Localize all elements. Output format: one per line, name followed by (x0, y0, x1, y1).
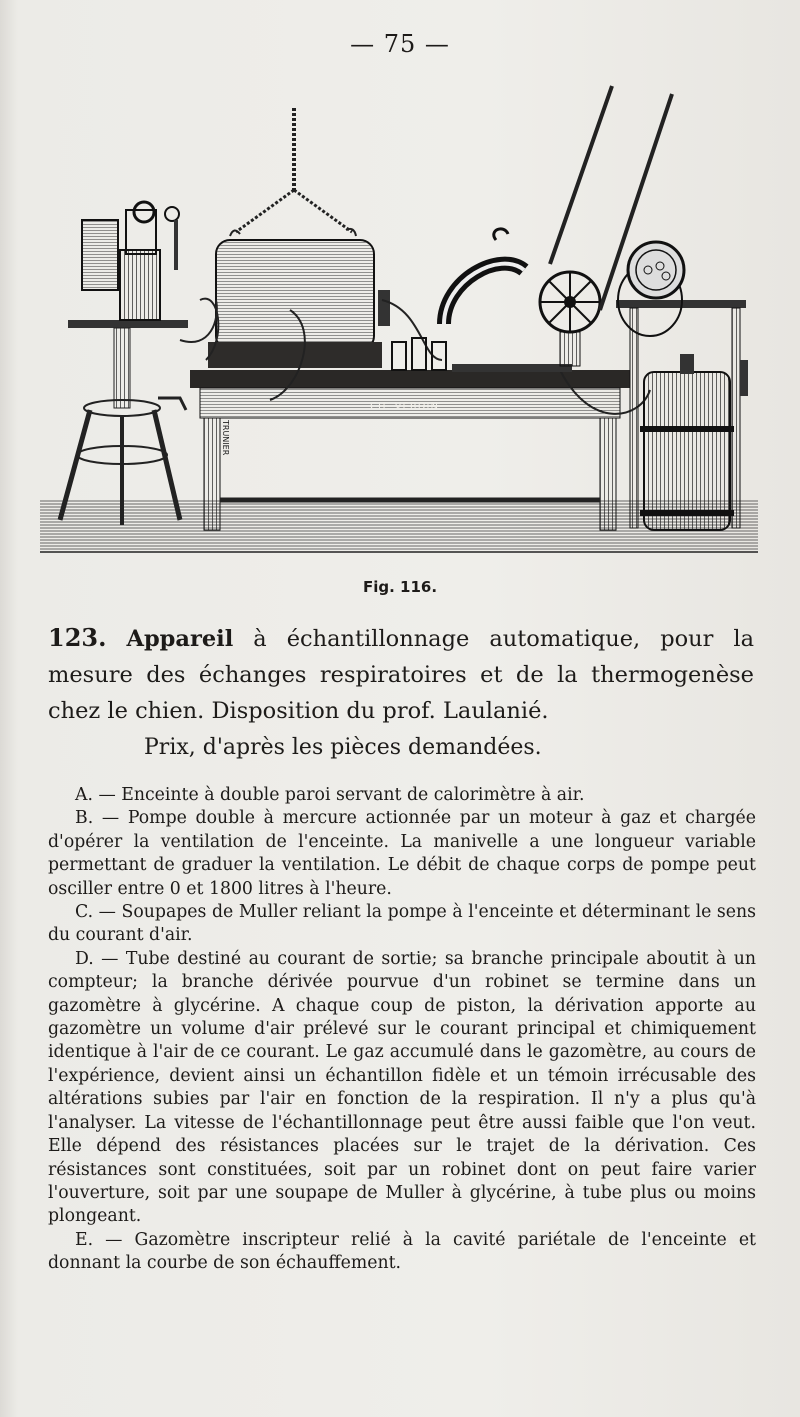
section-lead-word: Appareil (126, 626, 234, 652)
item-c: C. — Soupapes de Muller reliant la pompe à l'enceinte et déterminant le sens du courant d'air. (48, 902, 756, 946)
item-list (48, 784, 756, 1276)
apparatus-engraving-illustration (40, 80, 760, 560)
item-d: D. — Tube destiné au courant de sortie; sa branche principale aboutit à un compteur; la branche dérivée pourvue d'un robinet se termine dans un gazomètre à glycérine. A chaque coup de piston, la dérivation apporte au gazomètre un volume d'air prélevé sur le courant principal et chimiquement identique à l'air de ce courant. Le gaz accumulé dans le gazomètre, au cours de l'expérience, devient ainsi un échantillon fidèle et un témoin irrécusable des altérations subies par l'air en fonction de la respiration. Il n'y a plus qu'à l'analyser. La vitesse de l'échantillonnage peut être aussi faible que l'on veut. Elle dépend des résistances placées sur le trajet de la dérivation. Ces résistances sont constituées, soit par un robinet dont on peut faire varier l'ouverture, soit par une soupape de Muller à glycérine, à tube plus ou moins plongeant. (48, 948, 756, 1227)
calorimeter-enclosure (208, 108, 390, 368)
gas-motor (82, 202, 179, 320)
engraving-text: CH. VERDIN (370, 401, 439, 412)
glycerine-gasometer (640, 354, 734, 530)
item-b: B. — Pompe double à mercure actionnée par un moteur à gaz et chargée d'opérer la ventilation de l'enceinte. La manivelle a une longueur variable permettant de graduer la ventilation. Le débit de chaque corps de pompe peut osciller entre 0 et 1800 litres à l'heure. (48, 808, 756, 899)
page-number: — 75 — (350, 30, 450, 58)
item-e: E. — Gazomètre inscripteur relié à la cavité pariétale de l'enceinte et donnant la courbe de son échauffement. (48, 1229, 756, 1274)
price-line: Prix, d'après les pièces demandées. (144, 735, 542, 760)
section-number: 123. (48, 623, 107, 652)
engraving-figure (40, 80, 760, 560)
muller-valves (392, 338, 572, 372)
motor-stand (60, 320, 188, 525)
item-a: A. — Enceinte à double paroi servant de calorimètre à air. (75, 785, 585, 805)
leg-text: TRUNIER (221, 420, 230, 456)
section-heading (48, 620, 754, 729)
section-title-text: à échantillonnage automatique, pour la mesure des échanges respiratoires et de la thermogenèse chez le chien. Disposition du prof. Laulanié. (48, 626, 755, 724)
figure-caption: Fig. 116. (362, 578, 438, 596)
